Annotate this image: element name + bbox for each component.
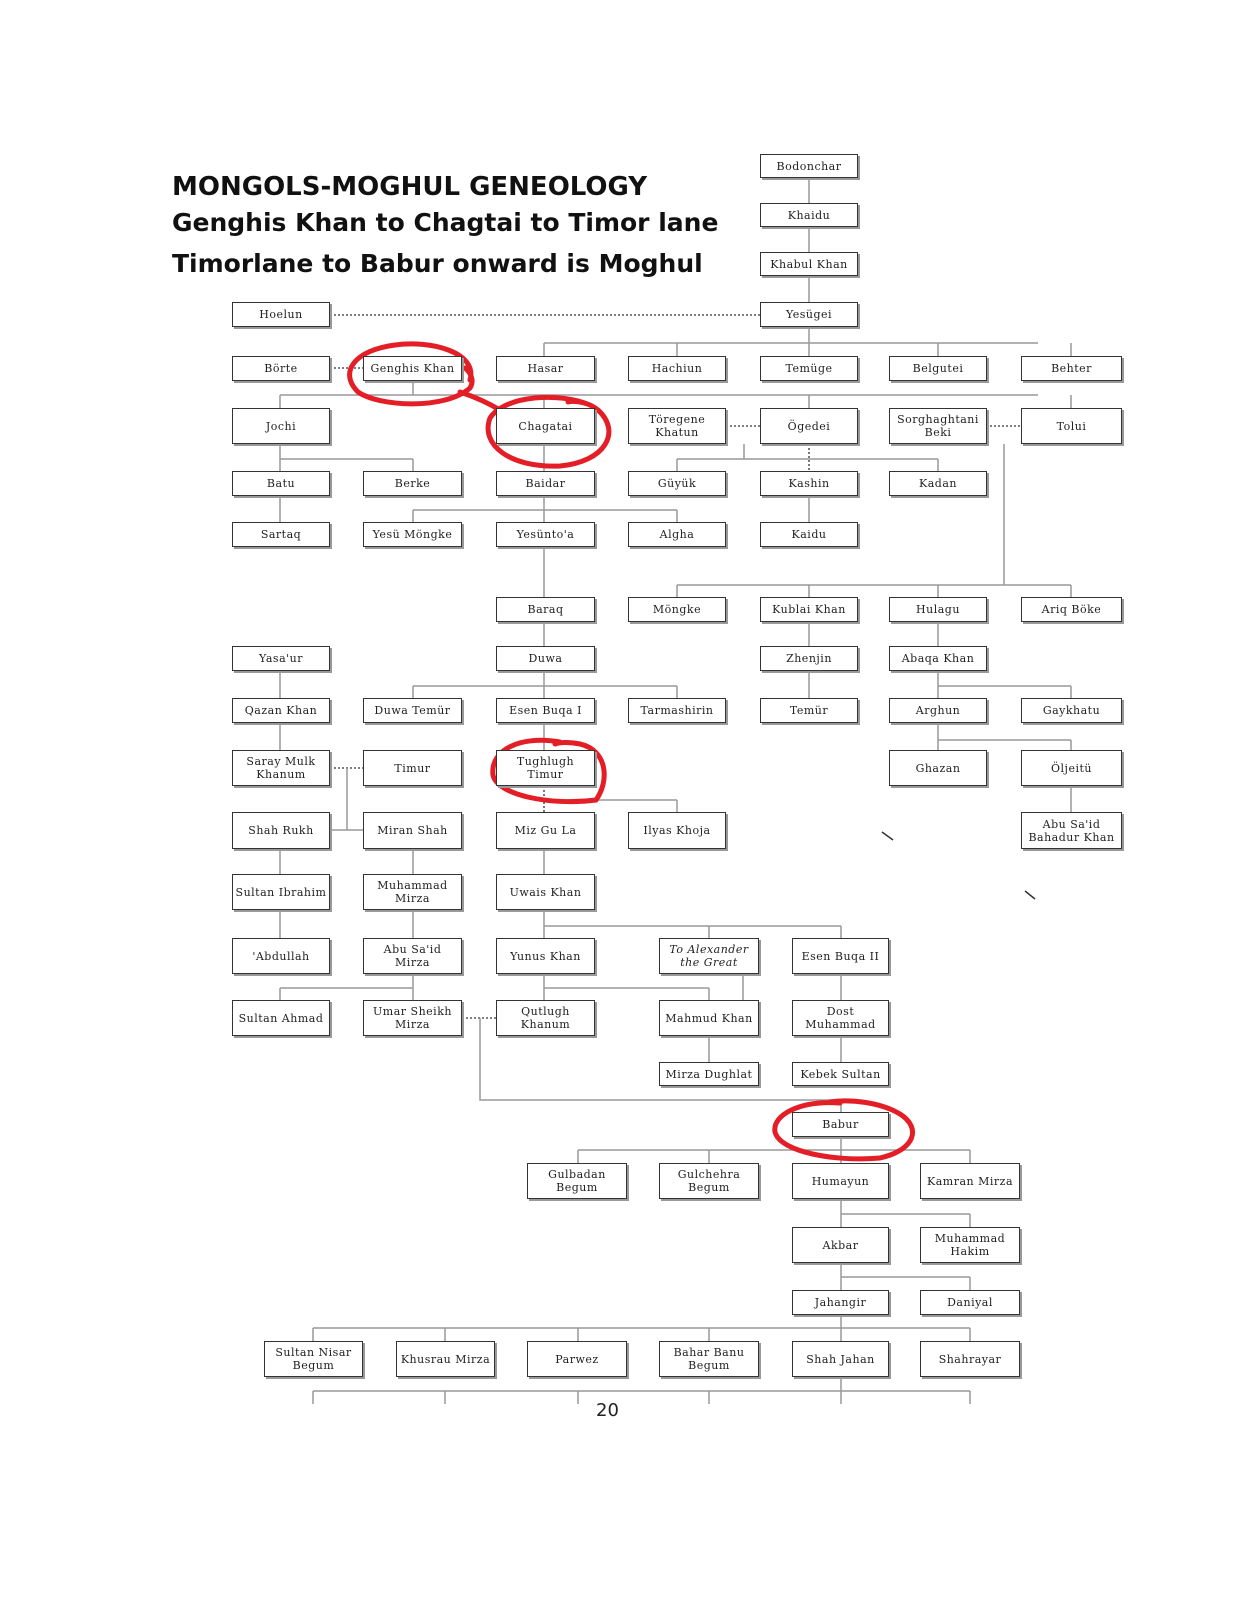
node-sultan-ahmad	[232, 1000, 330, 1036]
connector	[677, 444, 1071, 597]
node-uwais-khan	[496, 874, 595, 910]
node-muhammad-hakim	[920, 1227, 1020, 1263]
node-hasar	[496, 356, 595, 381]
node-behter	[1021, 356, 1122, 381]
node-label: Tughlugh Timur	[516, 755, 575, 781]
node-label: Qutlugh Khanum	[520, 1005, 571, 1031]
chart-title: MONGOLS-MOGHUL GENEOLOGY	[172, 172, 648, 202]
node-duwa	[496, 646, 595, 671]
node-label: Shah Rukh	[248, 824, 314, 837]
node-daniyal	[920, 1290, 1020, 1315]
node-label: Yunus Khan	[510, 949, 581, 963]
node-label: Jochi	[265, 419, 297, 433]
node-label: Börte	[264, 362, 298, 375]
connector	[330, 768, 363, 830]
node-label: Qazan Khan	[244, 704, 318, 717]
node-label: Khaidu	[787, 208, 831, 222]
node-label: Akbar	[822, 1238, 859, 1252]
node-label: Mirza Dughlat	[665, 1067, 753, 1081]
node-label: Parwez	[555, 1352, 599, 1366]
node-timur	[363, 750, 462, 786]
node-label: Möngke	[652, 603, 702, 616]
node-label: Bahar Banu Begum	[673, 1346, 745, 1372]
node-temuge	[760, 356, 858, 381]
node-label: Sultan Ahmad	[238, 1011, 324, 1025]
node-label: Güyük	[657, 477, 697, 490]
node-khusrau-mirza	[396, 1341, 495, 1377]
node-zhenjin	[760, 646, 858, 671]
node-label: Yesügei	[785, 308, 833, 321]
node-label: Abu Sa'id Mirza	[383, 943, 442, 969]
node-abu-said-mirza	[363, 938, 462, 974]
node-label: Algha	[659, 528, 695, 541]
node-label: Abu Sa'id Bahadur Khan	[1028, 817, 1115, 844]
node-label: Abaqa Khan	[901, 652, 975, 665]
node-label: Töregene Khatun	[648, 413, 706, 439]
node-ariq-boke	[1021, 597, 1122, 622]
connector	[677, 444, 938, 471]
node-oljeitu	[1021, 750, 1122, 786]
node-tolui	[1021, 408, 1122, 444]
node-shah-jahan	[792, 1341, 889, 1377]
node-umar-sheikh-mirza	[363, 1000, 462, 1036]
node-label: Gulchehra Begum	[677, 1168, 741, 1194]
node-label: Kashin	[788, 477, 830, 490]
node-label: Miz Gu La	[514, 824, 577, 837]
node-label: Khusrau Mirza	[400, 1352, 491, 1366]
node-tarmashirin	[628, 698, 726, 723]
node-label: Duwa Temür	[374, 704, 451, 717]
node-label: Saray Mulk Khanum	[246, 755, 316, 781]
node-esen-buqa-1	[496, 698, 595, 723]
node-label: Öljeitü	[1051, 761, 1092, 775]
node-dost-muhammad	[792, 1000, 889, 1036]
node-label: Khabul Khan	[770, 257, 848, 271]
chart-subtitle-line-1: Genghis Khan to Chagtai to Timor lane	[172, 208, 719, 237]
node-gaykhatu	[1021, 698, 1122, 723]
node-label: Chagatai	[518, 419, 573, 433]
connector	[544, 327, 1071, 356]
connector	[841, 1263, 970, 1290]
node-abdullah	[232, 938, 330, 974]
node-label: Timur	[394, 761, 431, 775]
node-to-alexander-the-great	[659, 938, 759, 974]
node-label: Batu	[266, 477, 296, 490]
node-label: To Alexander the Great	[669, 943, 749, 969]
node-label: Yesü Möngke	[372, 528, 453, 541]
node-kaidu	[760, 522, 858, 547]
node-label: Hasar	[527, 362, 564, 375]
node-label: Shah Jahan	[806, 1352, 875, 1366]
node-yesu-mongke	[363, 522, 462, 547]
node-label: Jahangir	[814, 1296, 867, 1309]
node-label: Uwais Khan	[509, 885, 582, 899]
node-miran-shah	[363, 812, 462, 849]
node-label: Sartaq	[260, 528, 302, 541]
node-saray-mulk-khanum	[232, 750, 330, 786]
node-label: Hachiun	[651, 362, 703, 375]
node-bodonchar	[760, 154, 858, 178]
node-label: Mahmud Khan	[665, 1011, 753, 1025]
node-mahmud-khan	[659, 1000, 759, 1036]
node-batu	[232, 471, 330, 496]
node-belgutei	[889, 356, 987, 381]
node-label: Esen Buqa I	[509, 704, 582, 717]
node-berke	[363, 471, 462, 496]
stray-mark	[882, 832, 893, 840]
node-label: Kadan	[919, 477, 957, 490]
stray-mark	[1025, 891, 1035, 899]
node-label: Arghun	[915, 704, 961, 717]
node-label: Tarmashirin	[640, 704, 714, 717]
node-yunus-khan	[496, 938, 595, 974]
node-label: Temüge	[785, 362, 833, 375]
node-sultan-ibrahim	[232, 874, 330, 910]
page-number: 20	[596, 1400, 619, 1421]
node-miz-gu-la	[496, 812, 595, 849]
node-bahar-banu-begum	[659, 1341, 759, 1377]
node-gulbadan-begum	[527, 1163, 627, 1199]
node-temur	[760, 698, 858, 723]
node-duwa-temur	[363, 698, 462, 723]
node-label: Hoelun	[259, 308, 303, 321]
node-label: Ghazan	[915, 761, 961, 775]
node-abu-said-bahadur-khan	[1021, 812, 1122, 849]
node-yesunto-a	[496, 522, 595, 547]
node-hachiun	[628, 356, 726, 381]
chart-subtitle-line-2: Timorlane to Babur onward is Moghul	[172, 249, 703, 278]
node-toregene-khatun	[628, 408, 726, 444]
node-yesugei	[760, 302, 858, 327]
node-kadan	[889, 471, 987, 496]
node-tughlugh-timur	[496, 750, 595, 786]
node-label: Muhammad Mirza	[377, 879, 448, 905]
node-label: Sultan Nisar Begum	[275, 1346, 352, 1372]
connector	[280, 849, 413, 1000]
node-label: Tolui	[1056, 419, 1087, 433]
connector	[313, 1315, 970, 1341]
node-baraq	[496, 597, 595, 622]
node-label: Genghis Khan	[370, 362, 455, 375]
node-label: Yasa'ur	[258, 652, 304, 665]
node-label: Gulbadan Begum	[548, 1168, 606, 1194]
node-abaqa-khan	[889, 646, 987, 671]
node-label: Hulagu	[916, 603, 960, 616]
node-mongke	[628, 597, 726, 622]
node-label: Shahrayar	[938, 1352, 1002, 1366]
node-label: Ilyas Khoja	[643, 824, 711, 837]
node-kebek-sultan	[792, 1062, 889, 1086]
node-label: Muhammad Hakim	[934, 1232, 1006, 1258]
node-label: Kamran Mirza	[927, 1174, 1013, 1188]
node-humayun	[792, 1163, 889, 1199]
node-label: Yesünto'a	[516, 528, 575, 541]
node-label: Umar Sheikh Mirza	[373, 1005, 452, 1031]
node-label: Kebek Sultan	[800, 1067, 881, 1081]
node-label: Baidar	[525, 477, 566, 490]
node-label: Dost Muhammad	[805, 1005, 876, 1031]
node-baidar	[496, 471, 595, 496]
node-kublai-khan	[760, 597, 858, 622]
node-sorghaghtani-beki	[889, 408, 987, 444]
node-esen-buqa-2	[792, 938, 889, 974]
node-kashin	[760, 471, 858, 496]
node-label: Berke	[394, 477, 431, 490]
connector	[841, 1199, 970, 1227]
node-label: Daniyal	[947, 1296, 993, 1309]
node-yasa-ur	[232, 646, 330, 671]
node-label: Sorghaghtani Beki	[897, 413, 979, 439]
node-ilyas-khoja	[628, 812, 726, 849]
node-hulagu	[889, 597, 987, 622]
node-hoelun	[232, 302, 330, 327]
node-ghazan	[889, 750, 987, 786]
node-label: Sultan Ibrahim	[235, 885, 327, 899]
node-guyuk	[628, 471, 726, 496]
node-label: Humayun	[811, 1174, 870, 1188]
node-algha	[628, 522, 726, 547]
node-akbar	[792, 1227, 889, 1263]
node-gulchehra-begum	[659, 1163, 759, 1199]
node-chagatai	[496, 408, 595, 444]
node-sultan-nisar-begum	[264, 1341, 363, 1377]
node-label: Kaidu	[791, 528, 827, 541]
node-label: Bodonchar	[776, 159, 842, 173]
node-kamran-mirza	[920, 1163, 1020, 1199]
node-label: Miran Shah	[377, 824, 448, 837]
node-shah-rukh	[232, 812, 330, 849]
node-label: Temür	[789, 704, 829, 717]
node-label: Babur	[822, 1118, 859, 1131]
node-label: Behter	[1051, 362, 1092, 375]
node-qazan-khan	[232, 698, 330, 723]
node-khabul-khan	[760, 252, 858, 276]
node-ogedei	[760, 408, 858, 444]
node-jahangir	[792, 1290, 889, 1315]
node-qutlugh-khanum	[496, 1000, 595, 1036]
node-label: Zhenjin	[786, 652, 832, 665]
node-muhammad-mirza	[363, 874, 462, 910]
node-label: Ariq Böke	[1041, 603, 1102, 616]
node-mirza-dughlat	[659, 1062, 759, 1086]
node-sartaq	[232, 522, 330, 547]
stray-marks	[882, 832, 1035, 899]
node-jochi	[232, 408, 330, 444]
node-parwez	[527, 1341, 627, 1377]
node-label: Ögedei	[787, 419, 831, 433]
node-shahrayar	[920, 1341, 1020, 1377]
node-label: 'Abdullah	[252, 949, 310, 963]
node-babur	[792, 1112, 889, 1137]
node-label: Belgutei	[912, 362, 964, 375]
node-label: Gaykhatu	[1042, 704, 1101, 717]
node-label: Kublai Khan	[772, 603, 846, 616]
node-label: Baraq	[527, 603, 564, 616]
node-borte	[232, 356, 330, 381]
node-genghis-khan	[363, 356, 462, 381]
node-khaidu	[760, 203, 858, 227]
node-label: Duwa	[528, 652, 563, 665]
node-arghun	[889, 698, 987, 723]
connector	[313, 1377, 970, 1404]
node-label: Esen Buqa II	[801, 949, 880, 963]
